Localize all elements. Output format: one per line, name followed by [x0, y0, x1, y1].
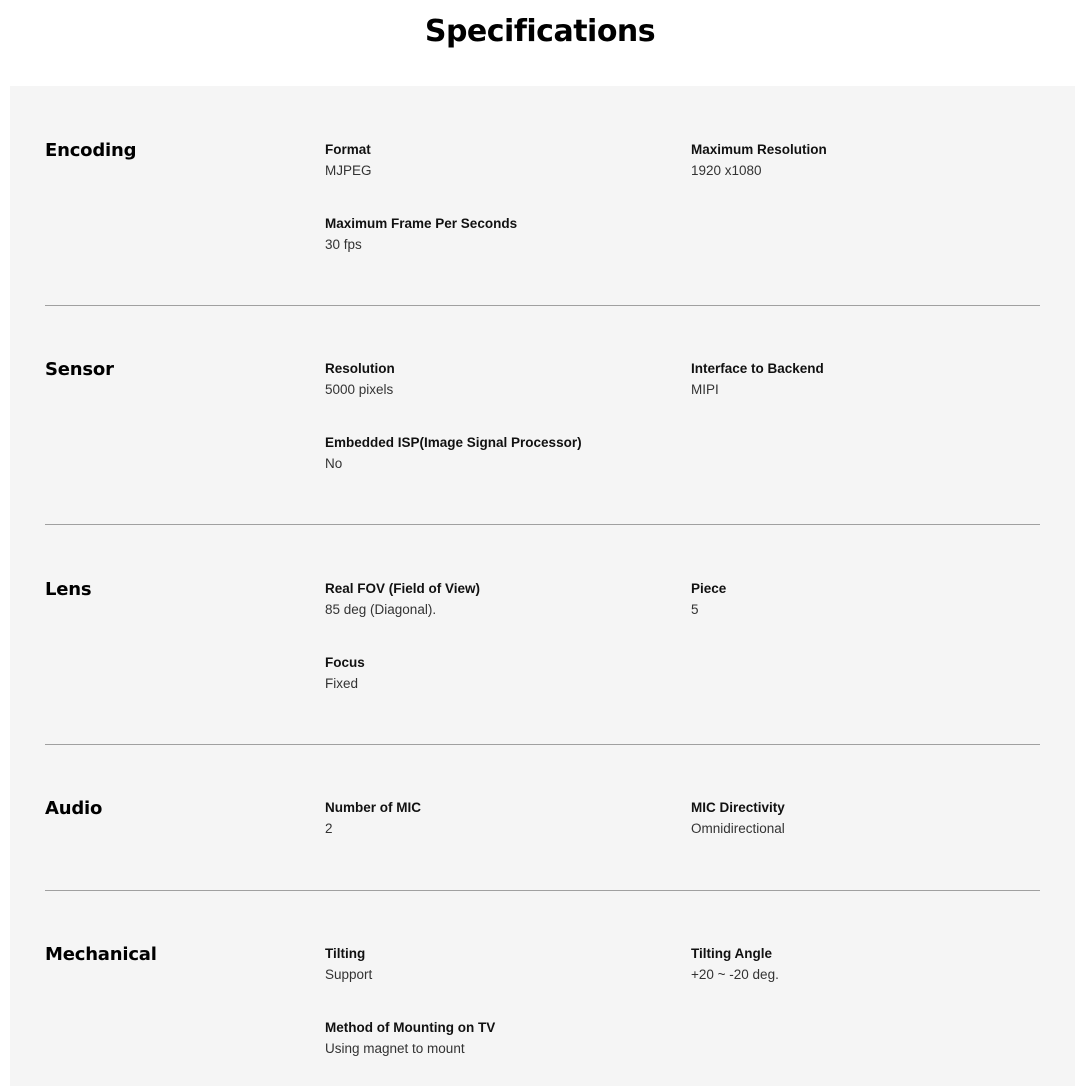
spec-value: +20 ~ -20 deg. [691, 967, 779, 982]
spec-item-maximum-resolution [691, 141, 1031, 180]
section-title: Sensor [45, 359, 114, 380]
spec-item-number-of-mic [325, 799, 665, 838]
page-title: Specifications [424, 14, 656, 49]
section-title: Mechanical [45, 944, 157, 965]
spec-label: Tilting [325, 946, 366, 961]
specifications-panel [10, 86, 1075, 1086]
spec-item-real-fov [325, 580, 665, 619]
spec-label: Method of Mounting on TV [325, 1020, 496, 1035]
spec-label: Interface to Backend [691, 361, 824, 376]
spec-label: Number of MIC [325, 800, 421, 815]
spec-value: 5 [691, 602, 699, 617]
spec-item-maximum-frame-per-seconds [325, 215, 665, 254]
spec-value: Using magnet to mount [325, 1041, 465, 1056]
spec-label: MIC Directivity [691, 800, 785, 815]
spec-value: Omnidirectional [691, 821, 785, 836]
spec-item-tilting-angle [691, 945, 1031, 984]
spec-value: 5000 pixels [325, 382, 394, 397]
spec-item-resolution [325, 360, 665, 399]
spec-item-interface-to-backend [691, 360, 1031, 399]
section-title: Encoding [45, 140, 137, 161]
spec-section-encoding [45, 140, 1040, 340]
spec-value: No [325, 456, 343, 471]
section-title: Lens [45, 579, 92, 600]
spec-section-audio [45, 798, 1040, 898]
spec-value: 85 deg (Diagonal). [325, 602, 437, 617]
spec-item-focus [325, 654, 665, 693]
spec-label: Real FOV (Field of View) [325, 581, 481, 596]
spec-value: Fixed [325, 676, 359, 691]
spec-label: Format [325, 142, 371, 157]
spec-label: Focus [325, 655, 365, 670]
section-title: Audio [45, 798, 103, 819]
spec-label: Tilting Angle [691, 946, 772, 961]
spec-value: 30 fps [325, 237, 362, 252]
spec-value: 2 [325, 821, 333, 836]
spec-section-sensor [45, 359, 1040, 559]
section-divider [45, 305, 1040, 306]
spec-label: Piece [691, 581, 727, 596]
spec-label: Resolution [325, 361, 395, 376]
spec-label: Embedded ISP(Image Signal Processor) [325, 435, 582, 450]
spec-item-format [325, 141, 665, 180]
spec-label: Maximum Resolution [691, 142, 827, 157]
spec-section-mechanical [45, 944, 1040, 1084]
spec-item-piece [691, 580, 1031, 619]
spec-value: Support [325, 967, 373, 982]
spec-value: 1920 x1080 [691, 163, 762, 178]
spec-item-tilting [325, 945, 665, 984]
spec-value: MJPEG [325, 163, 372, 178]
section-divider [45, 524, 1040, 525]
section-divider [45, 744, 1040, 745]
spec-item-method-of-mounting [325, 1019, 665, 1058]
spec-label: Maximum Frame Per Seconds [325, 216, 518, 231]
spec-item-mic-directivity [691, 799, 1031, 838]
section-divider [45, 890, 1040, 891]
spec-item-embedded-isp [325, 434, 665, 473]
spec-value: MIPI [691, 382, 719, 397]
spec-section-lens [45, 579, 1040, 779]
